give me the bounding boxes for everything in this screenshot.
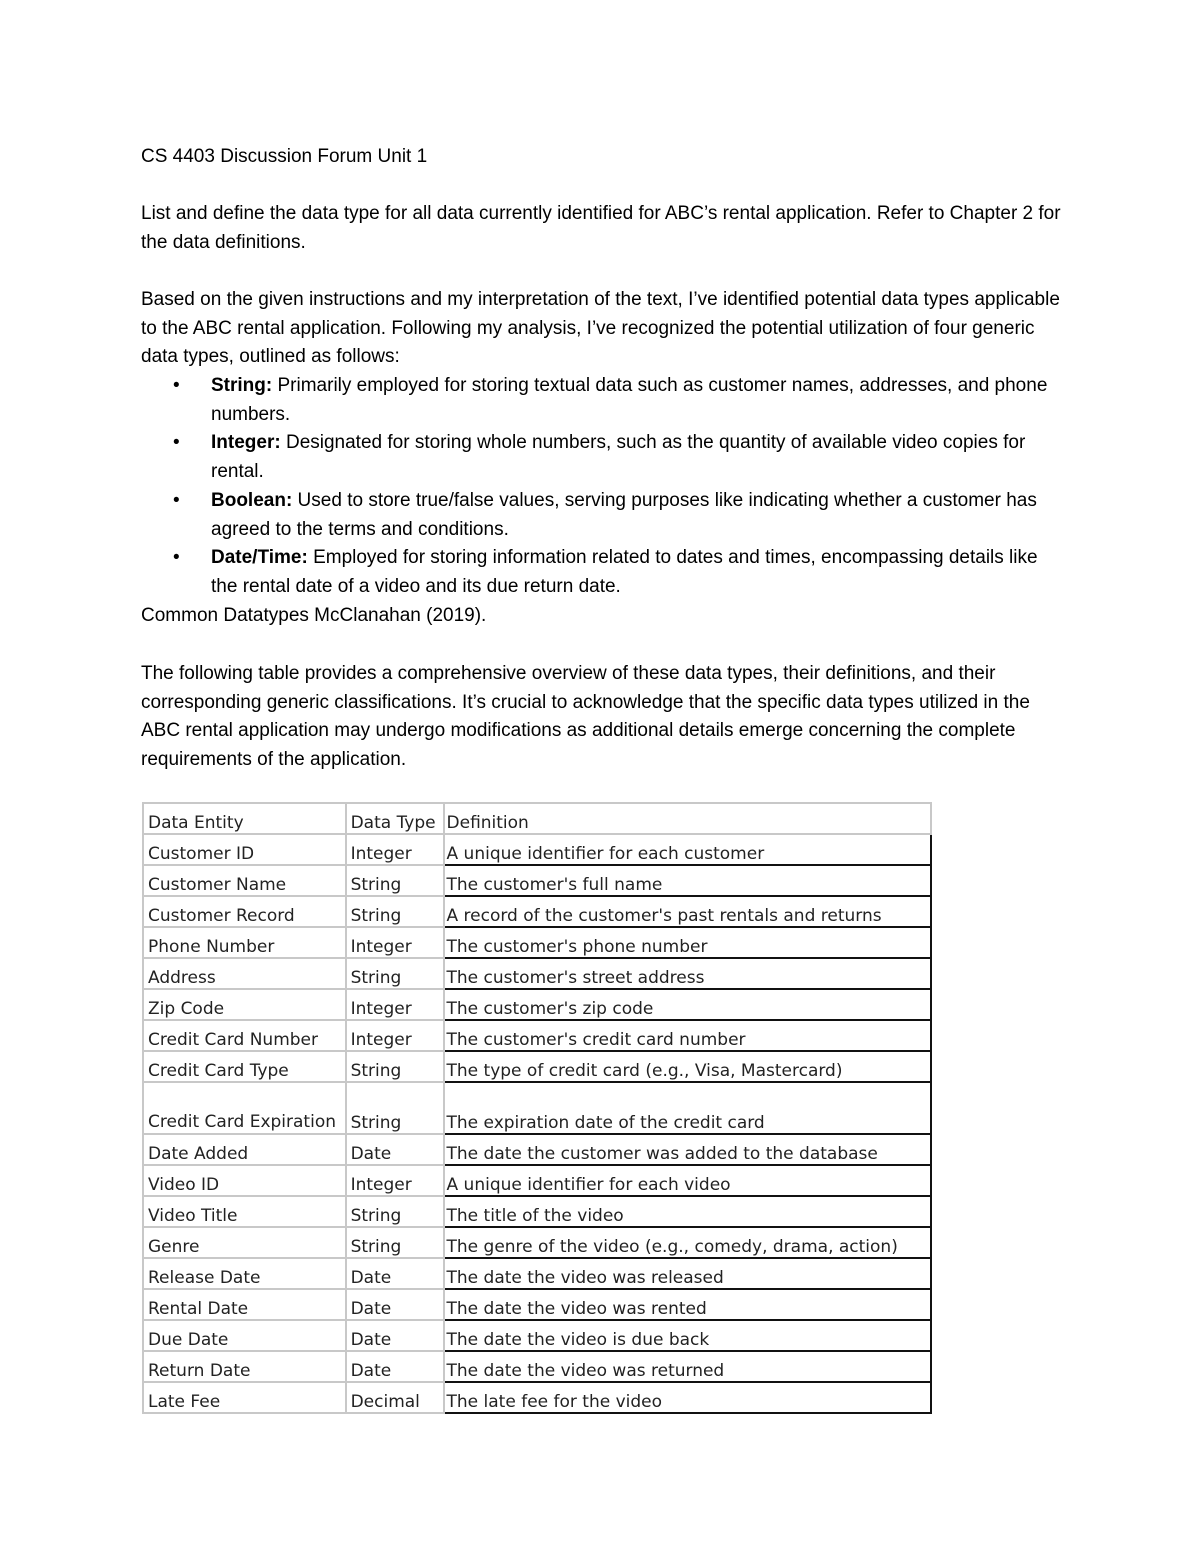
data-types-table [142,802,932,1414]
entity-cell: Phone Number [143,927,346,958]
type-cell: Date [346,1258,444,1289]
definition-cell: The customer's credit card number [444,1020,931,1051]
table-row [143,1227,931,1258]
entity-cell: Credit Card Type [143,1051,346,1082]
citation: Common Datatypes McClanahan (2019). [141,605,487,626]
type-cell: Date [346,1289,444,1320]
table-row [143,1382,931,1413]
data-type-description: Employed for storing information related to dates and times, encompassing details like the rental date of a video and its due return date. [211,547,1038,597]
type-cell: String [346,1082,444,1134]
definition-cell: The date the video was released [444,1258,931,1289]
definition-cell: The expiration date of the credit card [444,1082,931,1134]
table-row [143,1196,931,1227]
type-cell: String [346,1227,444,1258]
definition-cell: A unique identifier for each video [444,1165,931,1196]
type-cell: String [346,896,444,927]
definition-cell: The genre of the video (e.g., comedy, drama, action) [444,1227,931,1258]
list-item [141,429,1061,486]
data-type-term: Boolean: [211,489,293,511]
definition-cell: The late fee for the video [444,1382,931,1413]
table-row [143,1082,931,1134]
document-title: CS 4403 Discussion Forum Unit 1 [141,146,428,167]
entity-cell: Late Fee [143,1382,346,1413]
type-cell: Date [346,1320,444,1351]
header-cell-entity: Data Entity [143,803,346,834]
entity-cell: Video Title [143,1196,346,1227]
header-cell-definition: Definition [444,803,931,834]
definition-cell: The customer's zip code [444,989,931,1020]
table-row [143,1258,931,1289]
type-cell: String [346,865,444,896]
table-row [143,989,931,1020]
type-cell: Integer [346,927,444,958]
entity-cell: Due Date [143,1320,346,1351]
entity-cell: Address [143,958,346,989]
entity-cell: Customer ID [143,834,346,865]
type-cell: Integer [346,1165,444,1196]
bullet-icon: • [173,375,180,396]
table-row [143,927,931,958]
data-type-term: String: [211,375,273,396]
type-cell: Decimal [346,1382,444,1413]
entity-cell: Customer Record [143,896,346,927]
data-type-description: Used to store true/false values, serving purposes like indicating whether a customer has agreed to the terms and conditions. [211,489,1037,540]
type-cell: Date [346,1134,444,1165]
entity-cell: Credit Card Expiration [143,1082,346,1134]
definition-cell: The type of credit card (e.g., Visa, Mastercard) [444,1051,931,1082]
bullet-icon: • [173,432,180,454]
type-cell: String [346,958,444,989]
table-row [143,834,931,865]
definition-cell: The date the customer was added to the database [444,1134,931,1165]
header-cell-type: Data Type [346,803,444,834]
entity-cell: Return Date [143,1351,346,1382]
type-cell: Integer [346,1020,444,1051]
type-cell: Date [346,1351,444,1382]
type-cell: String [346,1196,444,1227]
entity-cell: Rental Date [143,1289,346,1320]
list-item [141,544,1061,601]
table-row [143,958,931,989]
list-item [141,372,1061,429]
data-types-list [141,372,1061,602]
entity-cell: Customer Name [143,865,346,896]
assignment-question: List and define the data type for all data currently identified for ABC’s rental application. Refer to Chapter 2 for the data definitions. [141,203,1061,253]
list-item [141,487,1061,544]
table-row [143,1051,931,1082]
type-cell: Integer [346,989,444,1020]
table-row [143,865,931,896]
table-row [143,1020,931,1051]
table-row [143,1351,931,1382]
entity-cell: Credit Card Number [143,1020,346,1051]
definition-cell: The date the video was rented [444,1289,931,1320]
table-row [143,896,931,927]
table-intro-paragraph: The following table provides a comprehensive overview of these data types, their definitions, and their corresponding generic classifications. It’s crucial to acknowledge that the specific data types utilized in the ABC rental application may undergo modifications as additional details emerge concerning the complete requirements of the application. [141,663,1030,771]
entity-cell: Date Added [143,1134,346,1165]
data-type-description: Primarily employed for storing textual data such as customer names, addresses, and phone numbers. [211,375,1048,425]
bullet-icon: • [173,489,180,511]
table-row [143,1134,931,1165]
entity-cell: Release Date [143,1258,346,1289]
data-type-term: Integer: [211,432,281,454]
entity-cell: Zip Code [143,989,346,1020]
bullet-icon: • [173,547,180,569]
type-cell: Integer [346,834,444,865]
definition-cell: A unique identifier for each customer [444,834,931,865]
definition-cell: The customer's phone number [444,927,931,958]
table-header-row [143,803,931,834]
data-type-description: Designated for storing whole numbers, such as the quantity of available video copies for rental. [211,432,1026,483]
table-row [143,1289,931,1320]
definition-cell: The date the video is due back [444,1320,931,1351]
definition-cell: The customer's full name [444,865,931,896]
table-row [143,1165,931,1196]
intro-paragraph: Based on the given instructions and my interpretation of the text, I’ve identified potential data types applicable to the ABC rental application. Following my analysis, I’ve recognized the potential utilization of four generic data types, outlined as follows: [141,289,1060,368]
definition-cell: The customer's street address [444,958,931,989]
definition-cell: The date the video was returned [444,1351,931,1382]
definition-cell: The title of the video [444,1196,931,1227]
data-type-term: Date/Time: [211,547,308,569]
type-cell: String [346,1051,444,1082]
entity-cell: Video ID [143,1165,346,1196]
entity-cell: Genre [143,1227,346,1258]
definition-cell: A record of the customer's past rentals and returns [444,896,931,927]
table-row [143,1320,931,1351]
